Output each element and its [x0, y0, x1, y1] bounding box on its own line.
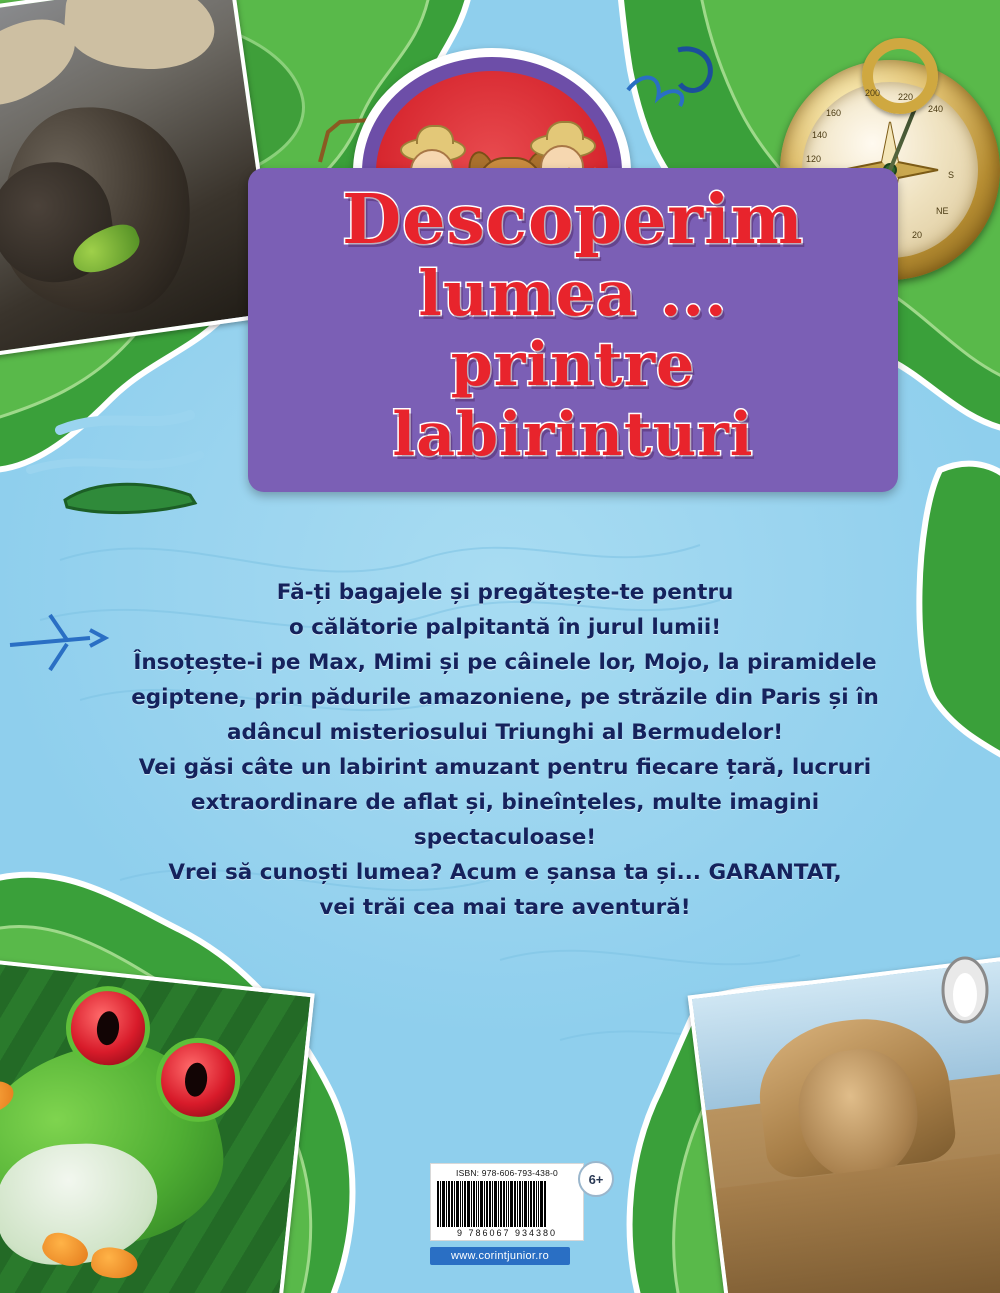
- publisher-website: www.corintjunior.ro: [430, 1247, 570, 1265]
- blurb-line: o călătorie palpitantă în jurul lumii!: [288, 615, 722, 640]
- title-line-1: Descoperim: [342, 180, 804, 260]
- compass-tick-140: 140: [812, 130, 828, 140]
- moose-photo: [0, 0, 281, 357]
- barcode-digits: 9 786067 934380: [456, 1228, 558, 1238]
- compass-tick-20: 20: [912, 230, 923, 240]
- title-line-3: printre labirinturi: [392, 330, 754, 470]
- frog-photo: [0, 958, 315, 1293]
- crocodile-doodle-icon: [55, 455, 205, 525]
- compass-tick-220: 220: [898, 92, 914, 102]
- blurb-line: Vrei să cunoști lumea? Acum e șansa ta și... GARANTAT,: [168, 860, 842, 885]
- isbn-label: ISBN: 978-606-793-438-0: [456, 1168, 558, 1178]
- age-rating-badge: 6+: [578, 1161, 614, 1197]
- blurb-line: vei trăi cea mai tare aventură!: [319, 895, 691, 920]
- title-banner: [248, 168, 898, 492]
- blurb-line: Însoțește-i pe Max, Mimi și pe câinele lor, Mojo, la piramidele: [133, 650, 877, 675]
- title-line-2: lumea ...: [418, 257, 728, 330]
- blurb-line: adâncul misteriosului Triunghi al Bermudelor!: [226, 720, 784, 745]
- blurb-line: Vei găsi câte un labirint amuzant pentru fiecare țară, lucruri: [138, 755, 872, 780]
- blurb-line: egiptene, prin pădurile amazoniene, pe străzile din Paris și în: [131, 685, 879, 710]
- compass-tick-s: S: [948, 170, 955, 180]
- blurb-line: Fă-ți bagajele și pregătește-te pentru: [276, 580, 734, 605]
- blurb-line: extraordinare de aflat și, bineînțeles, multe imagini spectaculoase!: [190, 790, 820, 850]
- title-block: [248, 48, 898, 492]
- compass-tick-240: 240: [928, 104, 944, 114]
- compass-tick-160: 160: [826, 108, 842, 118]
- compass-tick-200: 200: [865, 88, 881, 98]
- penguin-doodle-icon: [930, 940, 1000, 1030]
- back-cover-blurb: [110, 575, 900, 925]
- airplane-doodle-icon: [5, 600, 115, 690]
- barcode-bars: [437, 1181, 577, 1227]
- compass-tick-120: 120: [806, 154, 822, 164]
- isbn-barcode: [430, 1163, 584, 1241]
- compass-tick-ne: NE: [936, 206, 949, 216]
